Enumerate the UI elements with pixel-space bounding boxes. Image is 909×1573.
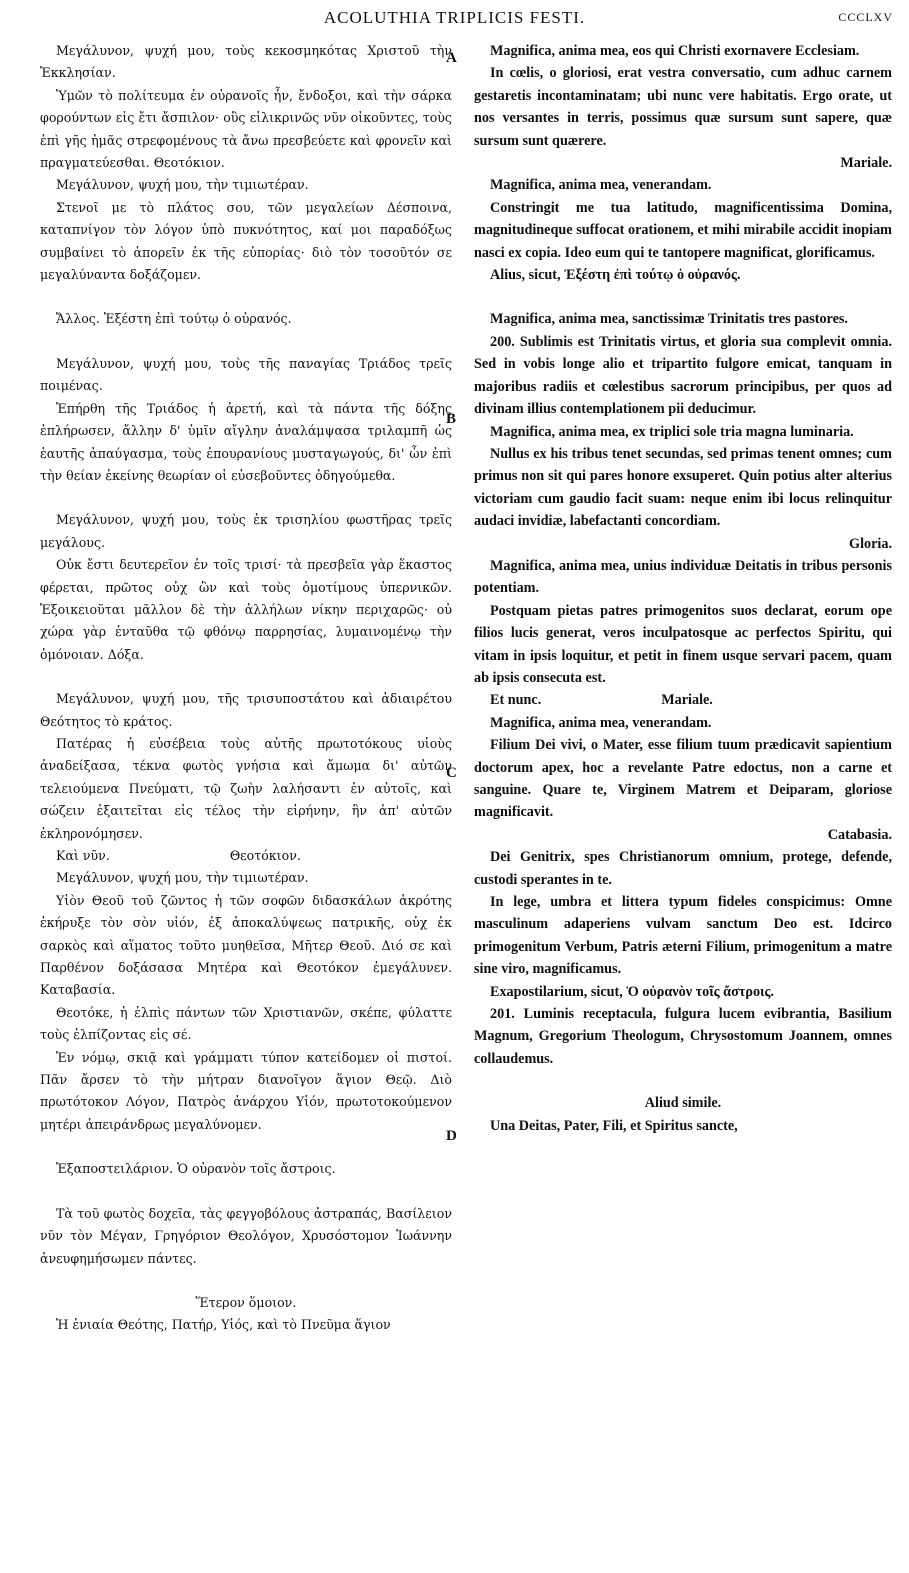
greek-troparion: Υἱὸν Θεοῦ τοῦ ζῶντος ἡ τῶν σοφῶν διδασκάλων ἀκρότης ἐκήρυξε τὸν σὸν υἱόν, ἐξ ἀποκαλύψεως πατρικῆς, οὐχ ἐκ σαρκὸς καὶ αἵματος τοῦτο μυηθεῖσα, Μῆτερ Θεοῦ. Διό σε καὶ Παρθένον δοξάσασα Μητέρα καὶ Θεοτόκον ἐμεγάλυνεν. Καταβασία. bbox=[40, 892, 452, 998]
latin-rubric: Alius, sicut, Ἐξέστη ἐπὶ τούτῳ ὁ οὐρανός. bbox=[490, 267, 741, 284]
greek-column bbox=[40, 40, 452, 1337]
latin-verse: Magnifica, anima mea, unius individuæ Deitatis in tribus personis potentiam. bbox=[474, 557, 892, 597]
latin-verse: Magnifica, anima mea, venerandam. bbox=[490, 714, 712, 731]
margin-marker-c: C bbox=[446, 765, 457, 781]
margin-marker-b: B bbox=[446, 411, 457, 427]
latin-troparion: Una Deitas, Pater, Fili, et Spiritus sancte, bbox=[490, 1117, 738, 1134]
greek-rubric: Ἄλλος. Ἐξέστη ἐπὶ τούτῳ ὁ οὐρανός. bbox=[56, 311, 292, 327]
folio-number: CCCLXV bbox=[838, 10, 893, 24]
greek-troparion: Ἡ ἑνιαία Θεότης, Πατήρ, Υἱός, καὶ τὸ Πνεῦμα ἅγιον bbox=[56, 1317, 391, 1333]
greek-troparion: Ἐν νόμῳ, σκιᾷ καὶ γράμματι τύπον κατείδομεν οἱ πιστοί. Πᾶν ἄρσεν τὸ τὴν μήτραν διανοῖγον ἅγιον Θεῷ. Διὸ πρωτότοκον Λόγον, Πατρὸς ἀνάρχου Υἱόν, πρωτοτοκούμενον μητέρι ἀπειράνδρως μεγαλύνομεν. bbox=[40, 1049, 452, 1132]
latin-rubric: Gloria. bbox=[849, 535, 892, 552]
greek-troparion: Οὐκ ἔστι δευτερεῖον ἐν τοῖς τρισί· τὰ πρεσβεῖα γὰρ ἕκαστος φέρεται, πρῶτος οὐχ ὢν καὶ τοὺς ὁμοτίμους ὑπερνικῶν. Ἐξοικειοῦται μᾶλλον δὲ τὴν ἀλλήλων νίκην περιχαρῶς· οὐ χώρα γὰρ ἐνταῦθα τῷ φθόνῳ παρρησίας, λυμαινομένῳ τὴν ὁμόνοιαν. Δόξα. bbox=[40, 557, 452, 662]
margin-marker-a: A bbox=[446, 50, 457, 66]
greek-troparion: Πατέρας ἡ εὐσέβεια τοὺς αὐτῆς πρωτοτόκους υἱοὺς ἀναδείξασα, τέκνα φωτὸς γνήσια καὶ ἄμωμα δι' αὐτῶν τελειούμενα Πνεύματι, τῷ ζωὴν λαλήσαντι ἐν αὐτοῖς, καὶ σώζειν ἐξαιτεῖται εἰς τέλος τὴν εἰρήνην, ἣν ἀπ' αὐτῶν ἐκληρονόμησεν. bbox=[40, 735, 452, 841]
greek-verse: Μεγάλυνον, ψυχή μου, τὴν τιμιωτέραν. bbox=[56, 177, 309, 193]
latin-column bbox=[474, 40, 892, 1137]
greek-rubric: Ἐξαποστειλάριον. Ὁ οὐρανὸν τοῖς ἄστροις. bbox=[56, 1161, 336, 1177]
latin-verse: Magnifica, anima mea, ex triplici sole tria magna luminaria. bbox=[490, 423, 854, 440]
latin-troparion: 201. Luminis receptacula, fulgura lucem evibrantia, Basilium Magnum, Gregorium Theologum, Chrysostomum Joannem, omnes collaudemus. bbox=[474, 1006, 892, 1067]
latin-rubric: Catabasia. bbox=[827, 826, 892, 843]
greek-troparion: Θεοτόκε, ἡ ἐλπὶς πάντων τῶν Χριστιανῶν, σκέπε, φύλαττε τοὺς ἐλπίζοντας εἰς σέ. bbox=[40, 1004, 452, 1043]
greek-troparion: Στενοῖ με τὸ πλάτος σου, τῶν μεγαλείων Δέσποινα, καταπνίγον τὸν λόγον ὑπὸ πυκνότητος, καί μοι παραδόξως συμβαίνει τὸ ἀπορεῖν ἐκ τῆς εὐπορίας· διὸ τὸν τοσοῦτόν σε μεγαλύναντα δοξάζομεν. bbox=[40, 199, 452, 283]
greek-verse: Μεγάλυνον, ψυχή μου, τοὺς τῆς παναγίας Τριάδος τρεῖς ποιμένας. bbox=[40, 355, 452, 394]
greek-verse: Μεγάλυνον, ψυχή μου, τῆς τρισυποστάτου καὶ ἀδιαιρέτου Θεότητος τὸ κράτος. bbox=[40, 691, 452, 729]
margin-marker-d: D bbox=[446, 1128, 457, 1144]
latin-troparion: Dei Genitrix, spes Christianorum omnium, protege, defende, custodi sperantes in te. bbox=[474, 849, 892, 888]
latin-troparion: 200. Sublimis est Trinitatis virtus, et gloria sua complevit omnia. Sed in vobis longe alio et tripartito fulgore emicat, tanquam in majoribus radiis et cœlestibus sacrorum principibus, per quos ad divinam illius contemplationem pii deducimur. bbox=[474, 333, 892, 418]
greek-rubric: Ἕτερον ὅμοιον. bbox=[195, 1294, 297, 1310]
greek-troparion: Τὰ τοῦ φωτὸς δοχεῖα, τὰς φεγγοβόλους ἀστραπάς, Βασίλειον νῦν τὸν Μέγαν, Γρηγόριον Θεολόγον, Χρυσόστομον Ἰωάννην ἀνευφημήσωμεν πάντες. bbox=[40, 1205, 452, 1266]
page-title: ACOLUTHIA TRIPLICIS FESTI. bbox=[323, 8, 586, 27]
greek-rubric-line: Καὶ νῦν. Θεοτόκιον. bbox=[56, 848, 301, 863]
latin-troparion: Postquam pietas patres primogenitos suos declarat, eorum ope filios lucis generat, veros inculpatosque ac perfectos Spiritu, qui vitam in ipsis loquitur, et petit in finem usque servari pacem, quam ab ipsis consecuta est. bbox=[474, 602, 892, 686]
greek-rubric: Θεοτόκιον. bbox=[153, 155, 225, 171]
latin-troparion: Nullus ex his tribus tenet secundas, sed primas tenent omnes; cum primus non sit qui pares honore exsuperet. Quin potius alter alterius victoriam cum gaudio facit suam: neque enim ibi locus relinquitur audaci invidiæ, labefactanti concordiam. bbox=[474, 445, 892, 530]
greek-verse: Μεγάλυνον, ψυχή μου, τοὺς κεκοσμηκότας Χριστοῦ τὴν Ἐκκλησίαν. bbox=[40, 43, 452, 81]
latin-troparion: Filium Dei vivi, o Mater, esse filium tuum prædicavit sapientium doctorum apex, hoc a revelante Patre edoctus, non a carne et sanguine. Quare te, Virginem Matrem et Deiparam, gloriose magnificavit. bbox=[474, 737, 892, 821]
latin-troparion: In cœlis, o gloriosi, erat vestra conversatio, cum adhuc carnem gestaretis incontaminatam; ubi nunc vere habitatis. Ergo orate, ut nos versantes in terris, possimus quæ sursum sunt sapere, quæ sursum sunt quærere. bbox=[474, 65, 892, 149]
greek-verse: Μεγάλυνον, ψυχή μου, τὴν τιμιωτέραν. bbox=[56, 870, 309, 886]
latin-rubric: Mariale. bbox=[840, 155, 892, 172]
latin-troparion: In lege, umbra et littera typum fideles conspicimus: Omne masculinum adaperiens vulvam sanctum Deo est. Idcirco primogenitum Verbum, Patris æterni Filium, primogenitum a matre sine viro, magnificamus. bbox=[474, 894, 892, 978]
latin-verse: Magnifica, anima mea, sanctissimæ Trinitatis tres pastores. bbox=[490, 311, 848, 328]
greek-rubric: Καταβασία. bbox=[40, 982, 116, 998]
latin-rubric-line: Et nunc. Mariale. bbox=[490, 692, 713, 709]
latin-verse: Magnifica, anima mea, venerandam. bbox=[490, 177, 712, 194]
latin-rubric: Aliud simile. bbox=[644, 1095, 722, 1112]
latin-troparion: Constringit me tua latitudo, magnificentissima Domina, magnitudineque suffocat orationem, et mihi mirabile accidit inopiam nasci ex copia. Ideo eum qui te tantopere magnificat, glorificamus. bbox=[474, 199, 892, 261]
greek-troparion: Ἐπήρθη τῆς Τριάδος ἡ ἀρετή, καὶ τὰ πάντα τῆς δόξης ἐπλήρωσεν, ἄλλην δ' ὑμῖν αἴγλην ἀναλάμψασα τριλαμπῆ ὡς ἑαυτῆς ἀπαύγασμα, τοὺς ἐπουρανίους μυσταγωγούς, δι' ὧν ἐπὶ τὴν θείαν ἐκείνης θεωρίαν οἱ εὐσεβοῦντες ὁδηγούμεθα. bbox=[40, 400, 452, 483]
running-header bbox=[0, 6, 909, 36]
greek-rubric: Δόξα. bbox=[107, 646, 144, 662]
greek-troparion: Ὑμῶν τὸ πολίτευμα ἐν οὐρανοῖς ἦν, ἔνδοξοι, καὶ τὴν σάρκα φορούντων εἰς ἔτι ἄσπιλον· οὓς εἰλικρινῶς νῦν οἰκοῦντες, τοὺς ἐπὶ γῆς ἡμᾶς στρεφομένους τὰ ἄνω πρεσβεύετε καὶ φρονεῖν καὶ πραγματεύεσθαι. Θεοτόκιον. bbox=[40, 87, 452, 171]
latin-verse: Magnifica, anima mea, eos qui Christi exornavere Ecclesiam. bbox=[490, 43, 860, 59]
greek-verse: Μεγάλυνον, ψυχή μου, τοὺς ἐκ τρισηλίου φωστῆρας τρεῖς μεγάλους. bbox=[40, 512, 452, 550]
latin-rubric: Exapostilarium, sicut, Ὁ οὐρανὸν τοῖς ἄστροις. bbox=[490, 983, 774, 1000]
